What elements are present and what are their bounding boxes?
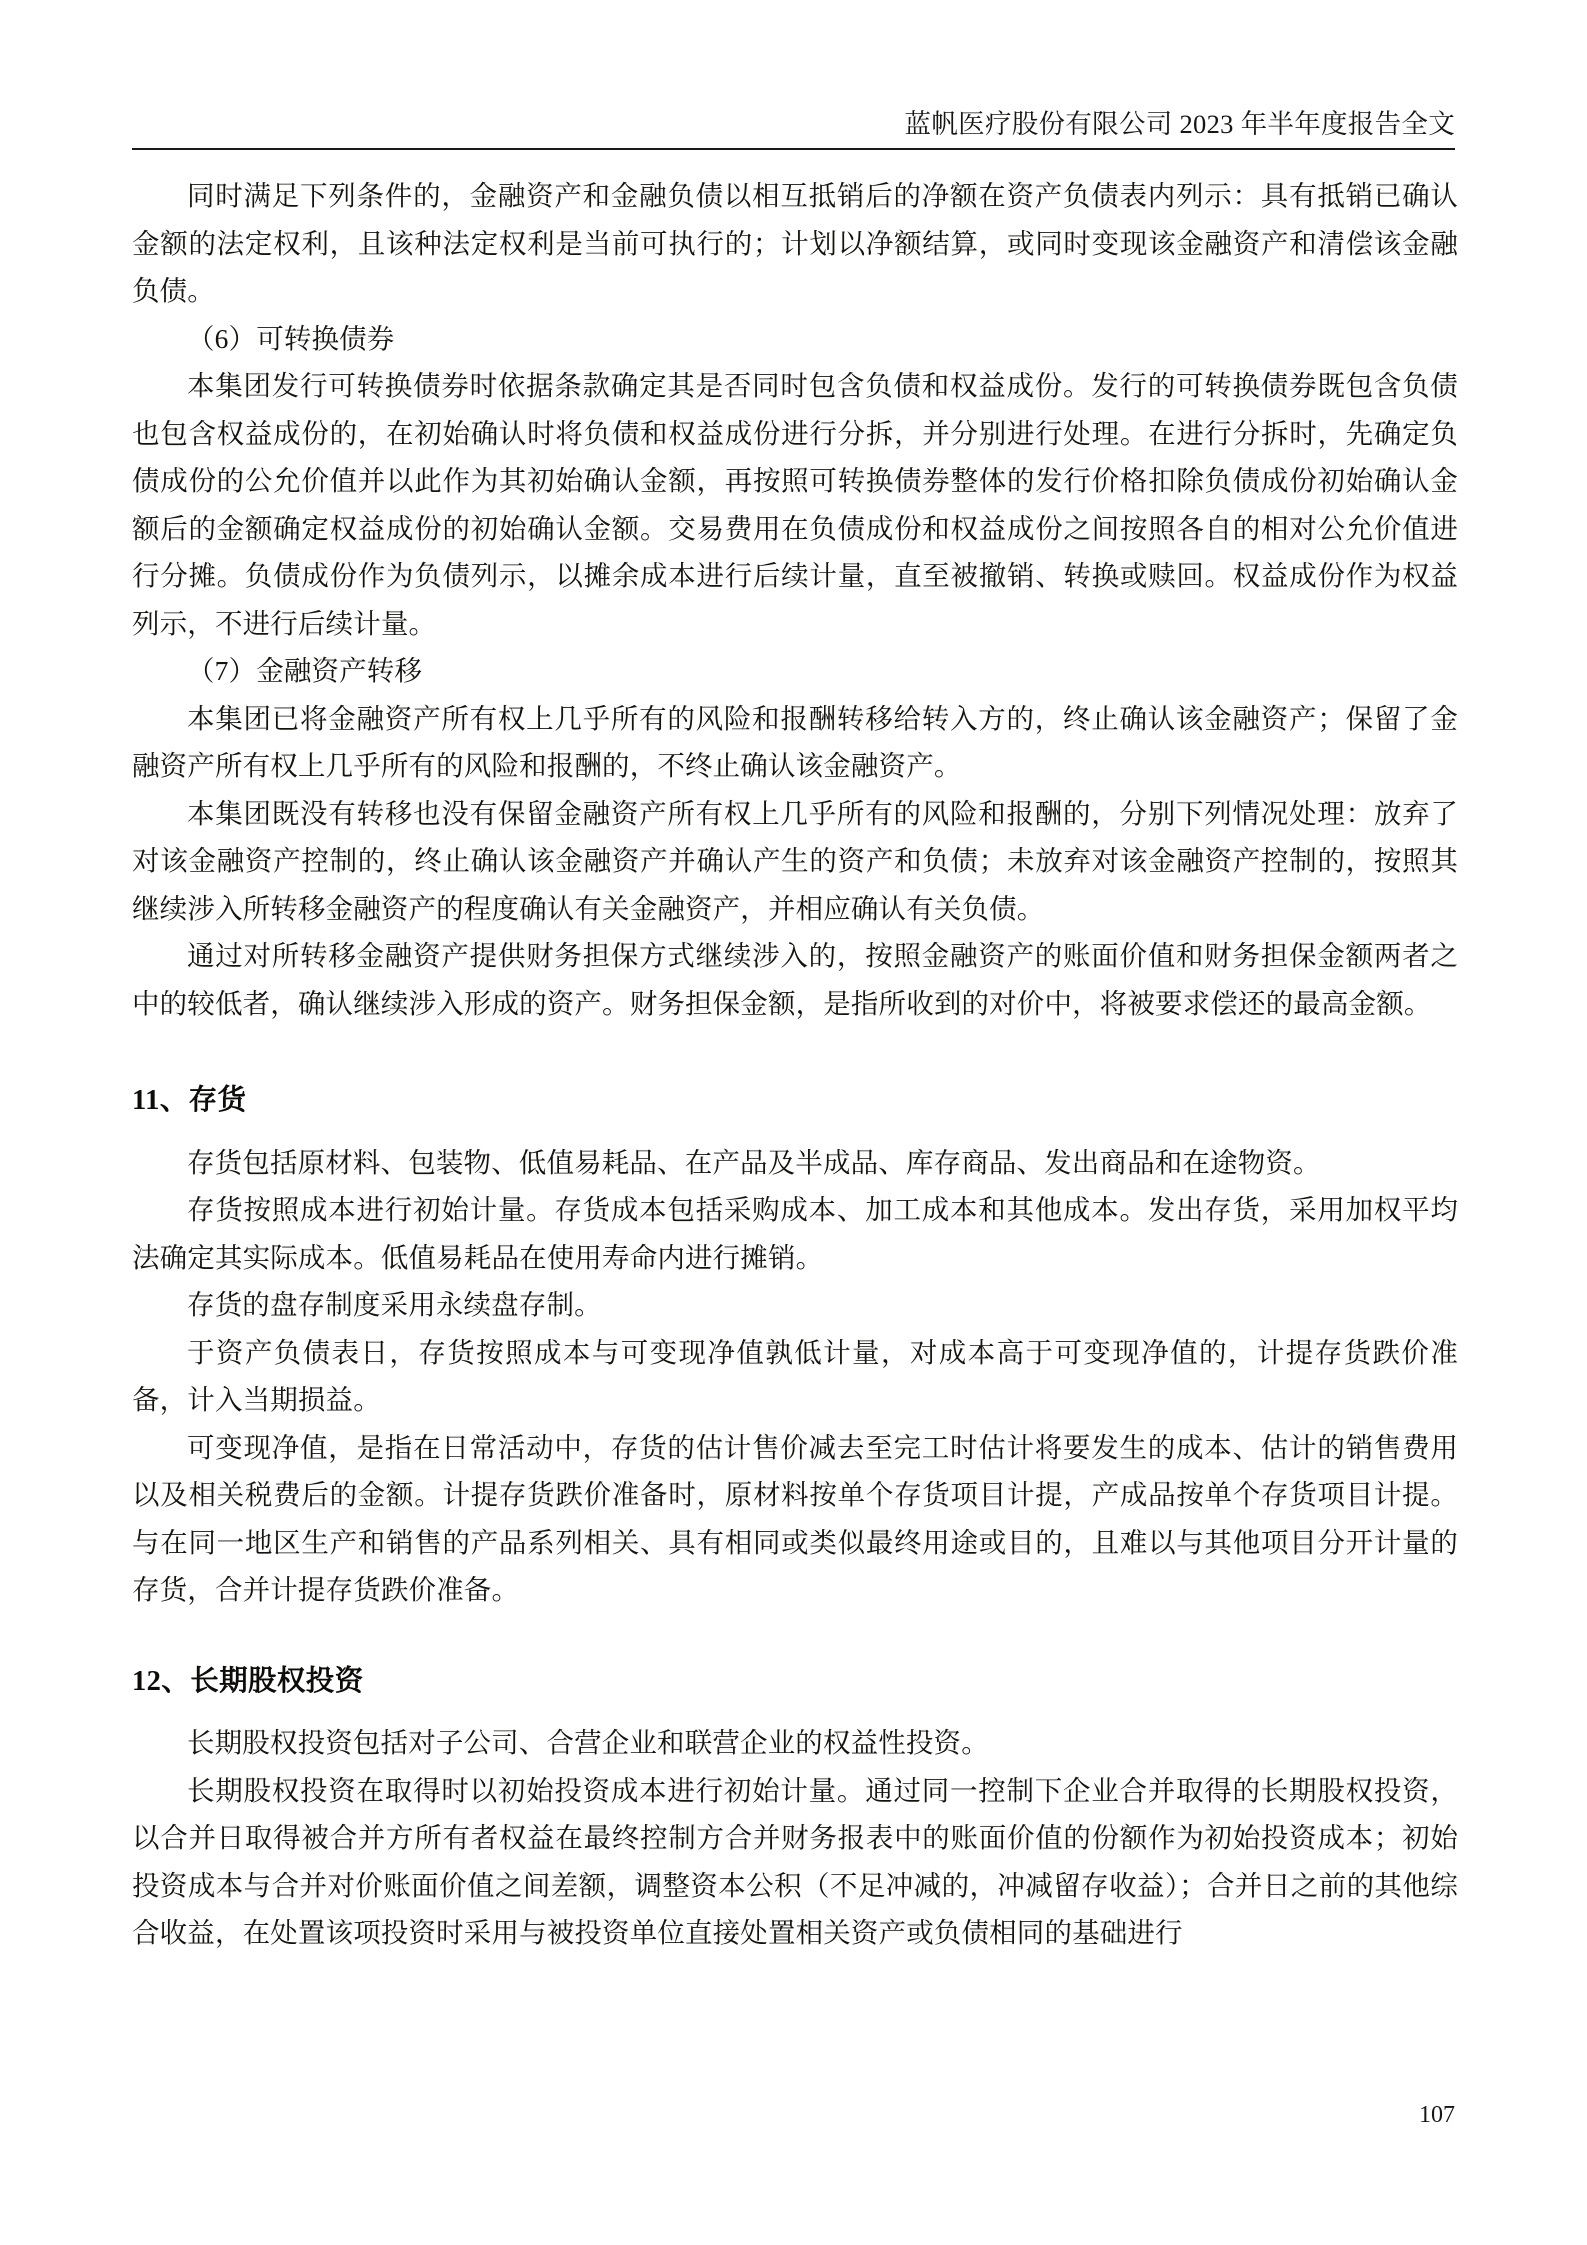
subheading-6-convertible-bond: （6）可转换债券: [187, 322, 395, 354]
section-heading-11-inventory: 11、存货: [132, 1085, 247, 1116]
paragraph-lt-equity-scope: 长期股权投资包括对子公司、合营企业和联营企业的权益性投资。: [187, 1727, 989, 1758]
page-number: 107: [1419, 2102, 1455, 2128]
paragraph-convertible-bond: 本集团发行可转换债券时依据条款确定其是否同时包含负债和权益成份。发行的可转换债券既包含负债也包含权益成份的，在初始确认时将负债和权益成份进行分拆，并分别进行处理。在进行分拆时，先确定负债成份的公允价值并以此作为其初始确认金额，再按照可转换债券整体的发行价格扣除负债成份初始确认金额后的金额确定权益成份的初始确认金额。交易费用在负债成份和权益成份之间按照各自的相对公允价值进行分摊。负债成份作为负债列示，以摊余成本进行后续计量，直至被撤销、转换或赎回。权益成份作为权益列示，不进行后续计量。: [132, 370, 1458, 639]
spacer-after-section-11: [132, 1125, 1458, 1139]
paragraph-transfer-risks: 本集团已将金融资产所有权上几乎所有的风险和报酬转移给转入方的，终止确认该金融资产；保留了金融资产所有权上几乎所有的风险和报酬的，不终止确认该金融资产。: [132, 702, 1458, 781]
paragraph-financial-guarantee: 通过对所转移金融资产提供财务担保方式继续涉入的，按照金融资产的账面价值和财务担保金额两者之中的较低者，确认继续涉入形成的资产。财务担保金额，是指所收到的对价中，将被要求偿还的最高金额。: [132, 940, 1458, 1019]
page-header-title: 蓝帆医疗股份有限公司 2023 年半年度报告全文: [904, 109, 1455, 139]
paragraph-inventory-scope: 存货包括原材料、包装物、低值易耗品、在产品及半成品、库存商品、发出商品和在途物资。: [187, 1146, 1321, 1178]
spacer-before-section-11: [132, 1027, 1458, 1077]
paragraph-offsetting-conditions: 同时满足下列条件的，金融资产和金融负债以相互抵销后的净额在资产负债表内列示：具有抵销已确认金额的法定权利，且该种法定权利是当前可执行的；计划以净额结算，或同时变现该金融资产和清偿该金融负债。: [132, 180, 1458, 306]
spacer-after-section-12: [132, 1705, 1458, 1719]
paragraph-inventory-nrv: 于资产负债表日，存货按照成本与可变现净值孰低计量，对成本高于可变现净值的，计提存货跌价准备，计入当期损益。: [132, 1336, 1458, 1415]
paragraph-inventory-system: 存货的盘存制度采用永续盘存制。: [187, 1289, 602, 1320]
paragraph-transfer-neither: 本集团既没有转移也没有保留金融资产所有权上几乎所有的风险和报酬的，分别下列情况处理：放弃了对该金融资产控制的，终止确认该金融资产并确认产生的资产和负债；未放弃对该金融资产控制的，按照其继续涉入所转移金融资产的程度确认有关金融资产，并相应确认有关负债。: [132, 797, 1458, 924]
paragraph-inventory-initial-measurement: 存货按照成本进行初始计量。存货成本包括采购成本、加工成本和其他成本。发出存货，采用加权平均法确定其实际成本。低值易耗品在使用寿命内进行摊销。: [132, 1194, 1458, 1273]
spacer-before-section-12: [132, 1614, 1458, 1658]
document-body: [132, 172, 1458, 1957]
subheading-7-financial-asset-transfer: （7）金融资产转移: [187, 655, 423, 686]
paragraph-inventory-nrv-definition: 可变现净值，是指在日常活动中，存货的估计售价减去至完工时估计将要发生的成本、估计的销售费用以及相关税费后的金额。计提存货跌价准备时，原材料按单个存货项目计提，产成品按单个存货项目计提。与在同一地区生产和销售的产品系列相关、具有相同或类似最终用途或目的，且难以与其他项目分开计量的存货，合并计提存货跌价准备。: [132, 1431, 1458, 1605]
section-heading-12-long-term-equity-investment: 12、长期股权投资: [132, 1665, 364, 1697]
paragraph-lt-equity-initial-measurement: 长期股权投资在取得时以初始投资成本进行初始计量。通过同一控制下企业合并取得的长期股权投资，以合并日取得被合并方所有者权益在最终控制方合并财务报表中的账面价值的份额作为初始投资成本；初始投资成本与合并对价账面价值之间差额，调整资本公积（不足冲减的，冲减留存收益）；合并日之前的其他综合收益，在处置该项投资时采用与被投资单位直接处置相关资产或负债相同的基础进行: [132, 1774, 1458, 1948]
header-divider: [132, 148, 1455, 150]
